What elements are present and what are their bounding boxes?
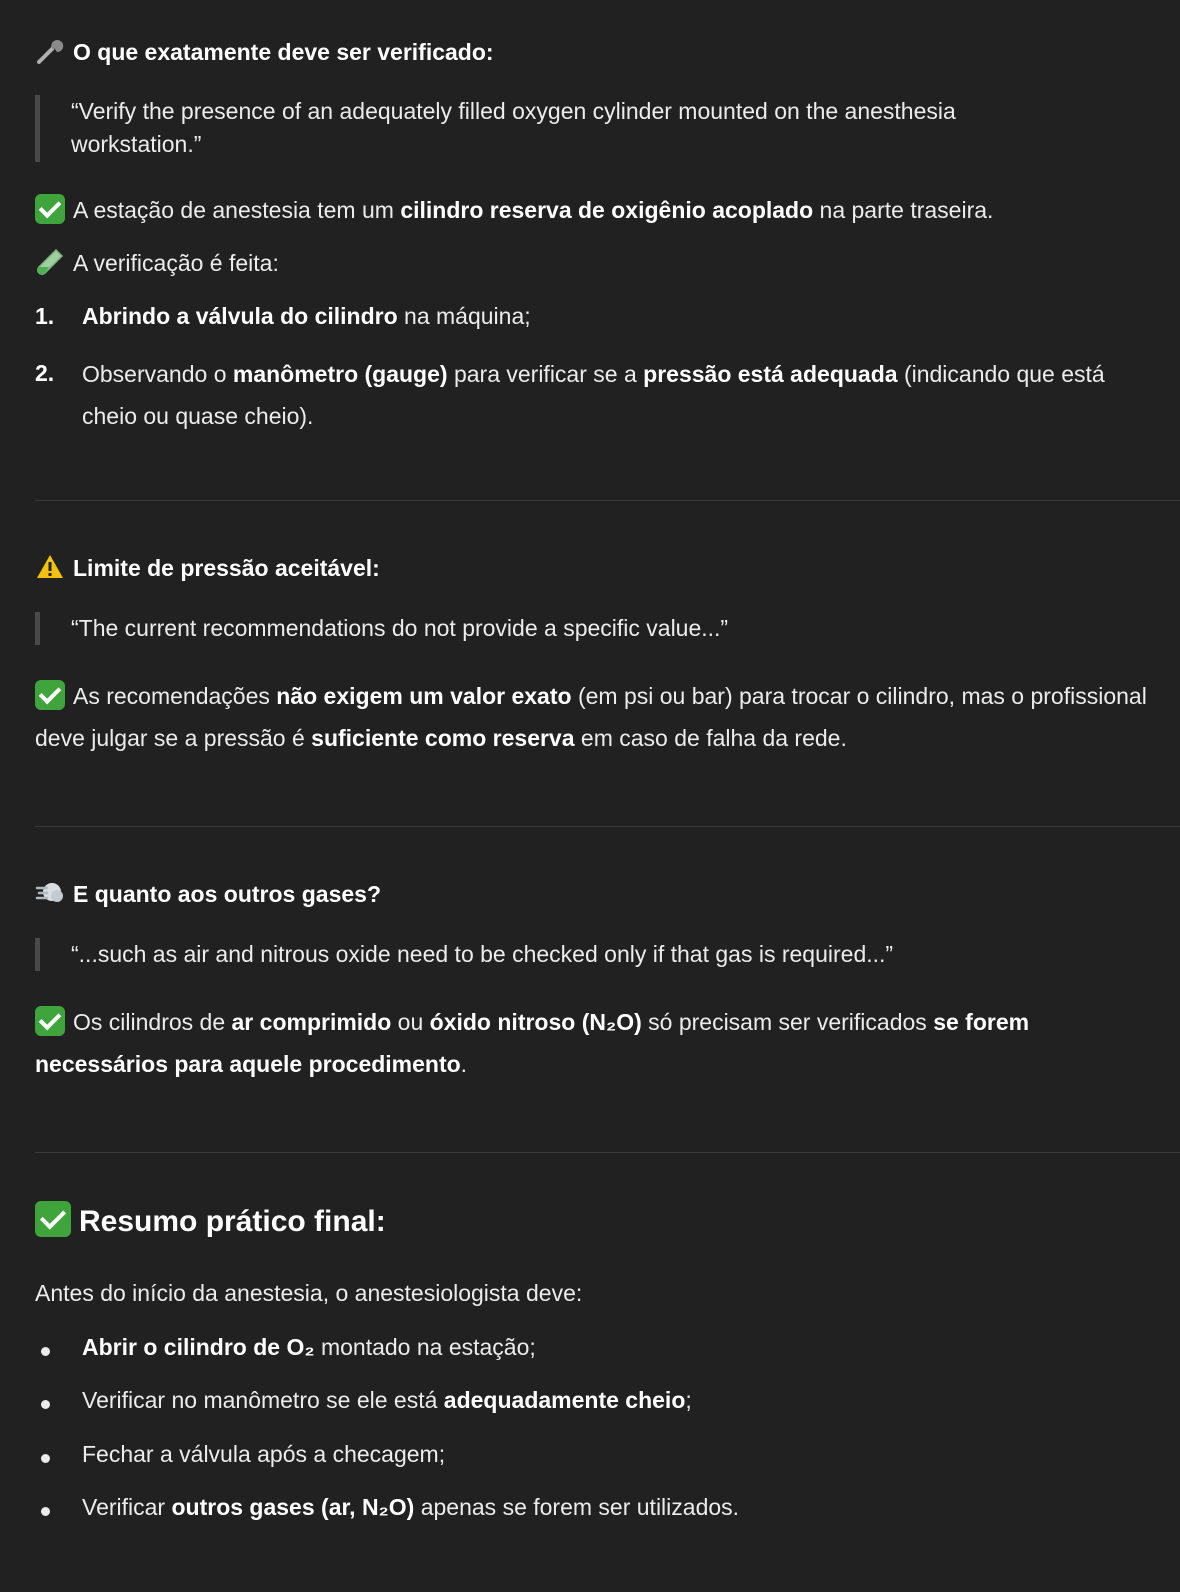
paragraph: Os cilindros de ar comprimido ou óxido nitroso (N₂O) só precisam ser verificados se forem necessários para aquele procedimento. [35,1001,1160,1085]
section-other-gases-heading: E quanto aos outros gases? [35,878,1160,911]
bullet-icon [41,1347,50,1356]
heading-text: O que exatamente deve ser verificado: [73,39,494,65]
list-item: Verificar no manômetro se ele está adequadamente cheio; [35,1384,1160,1417]
list-item: Fechar a válvula após a checagem; [35,1438,1160,1471]
bullet-icon [41,1507,50,1516]
check-icon [35,680,65,710]
paragraph: A verificação é feita: [35,247,1160,280]
quote-block: “...such as air and nitrous oxide need to be checked only if that gas is required...” [35,938,1160,971]
wrench-icon [35,36,65,66]
check-icon [35,194,65,224]
section-summary-heading: Resumo prático final: [35,1200,1160,1244]
divider [35,826,1180,827]
divider [35,1152,1180,1153]
bullet-list [35,1331,1160,1524]
quote-text: “Verify the presence of an adequately filled oxygen cylinder mounted on the anesthesia workstation.” [71,98,956,158]
divider [35,500,1180,501]
quote-block: “The current recommendations do not provide a specific value...” [35,612,1160,645]
check-icon [35,1201,71,1237]
paragraph: A estação de anestesia tem um cilindro reserva de oxigênio acoplado na parte traseira. [35,194,1160,227]
section-pressure-heading: Limite de pressão aceitável: [35,552,1160,585]
quote-block [35,95,1070,162]
paragraph: Antes do início da anestesia, o anestesiologista deve: [35,1280,583,1306]
list-item: 1. Abrindo a válvula do cilindro na máquina; [35,303,531,329]
ordered-list [35,300,1160,437]
paragraph: As recomendações não exigem um valor exato (em psi ou bar) para trocar o cilindro, mas o profissional deve julgar se a pressão é suficiente como reserva em caso de falha da rede. [35,675,1160,759]
list-item: 2. Observando o manômetro (gauge) para verificar se a pressão está adequada (indicando que está cheio ou quase cheio). [35,360,1105,430]
list-item: Abrir o cilindro de O₂ montado na estação; [35,1331,1160,1364]
list-item: Verificar outros gases (ar, N₂O) apenas se forem ser utilizados. [35,1491,1160,1524]
bullet-icon [41,1454,50,1463]
warning-icon [35,552,65,582]
dash-cloud-icon [35,878,65,908]
section-verification-heading [35,36,1160,69]
test-tube-icon [35,247,65,277]
check-icon [35,1006,65,1036]
bullet-icon [41,1400,50,1409]
